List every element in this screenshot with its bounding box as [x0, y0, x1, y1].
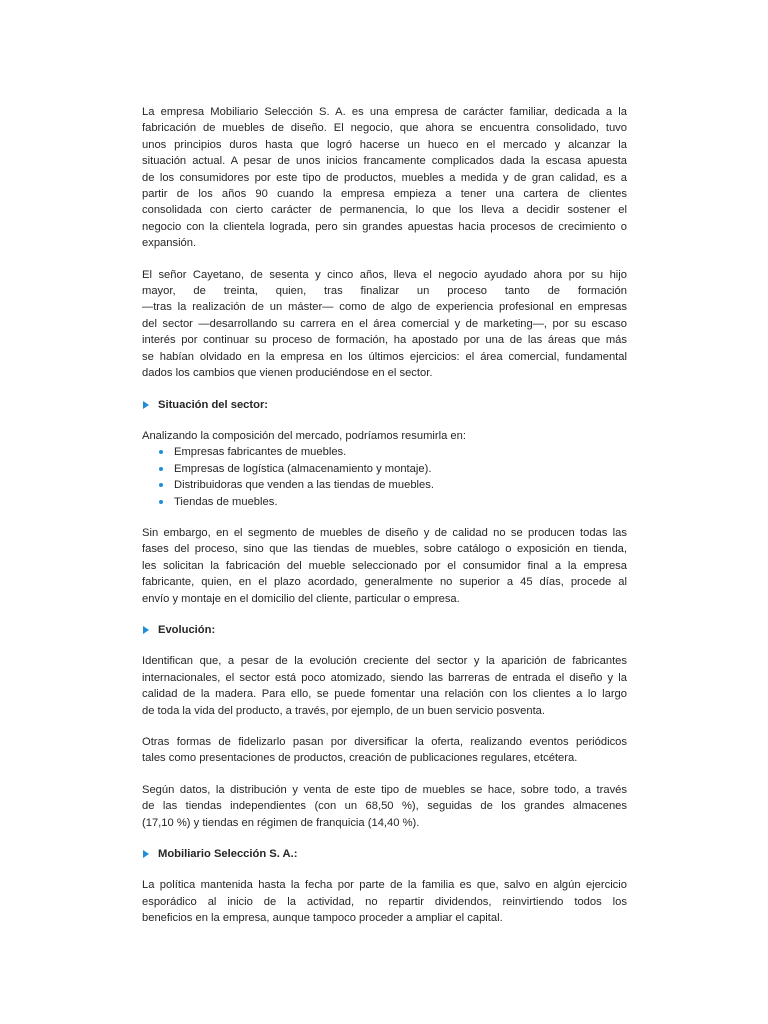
bullet-dot-icon	[159, 483, 163, 487]
text-line: partir de los años 90 cuando la empresa empieza a tener una cartera de clientes	[142, 188, 627, 201]
text-line: beneficios en la empresa, aunque tampoco proceder a ampliar el capital.	[142, 912, 503, 925]
text-line: El señor Cayetano, de sesenta y cinco años, lleva el negocio ayudado ahora por su hijo	[142, 268, 627, 281]
list-item-text: Empresas fabricantes de muebles.	[174, 446, 347, 459]
text-line: expansión.	[142, 237, 197, 250]
text-line: Identifican que, a pesar de la evolución creciente del sector y la aparición de fabricantes	[142, 655, 627, 668]
bullet-list	[142, 444, 627, 510]
text-line: de las tiendas independientes (con un 68,50 %), seguidas de los grandes almacenes	[142, 800, 627, 813]
text-line: negocio con la clientela lograda, pero sin grandes apuestas hacia procesos de crecimiento o	[142, 220, 627, 233]
paragraph-politica	[142, 877, 627, 926]
document-page	[142, 104, 627, 942]
text-line: La empresa Mobiliario Selección S. A. es una empresa de carácter familiar, dedicada a la	[142, 106, 627, 118]
section-heading-mobiliario	[142, 846, 627, 862]
text-line: mayor, de treinta, quien, tras finalizar un proceso tanto de formación	[142, 285, 627, 298]
text-line: consolidada con cierto carácter de permanencia, lo que los lleva a decidir sostener el	[142, 204, 627, 217]
paragraph-evolucion	[142, 653, 627, 719]
triangle-right-icon	[143, 401, 149, 409]
text-line: situación actual. A pesar de unos inicios francamente complicados dada la escasa apuesta	[142, 155, 627, 168]
text-line: unos principios duros hasta que logró hacerse un hueco en el mercado y alcanzar la	[142, 138, 627, 151]
triangle-right-icon	[143, 626, 149, 634]
text-line: fabricación de muebles de diseño. El negocio, que ahora se encuentra consolidado, tuvo	[142, 122, 627, 135]
list-item	[142, 444, 627, 460]
text-line: internacionales, el sector está poco atomizado, siendo las barreras de entrada el diseño y la	[142, 671, 627, 684]
text-line: de toda la vida del producto, a través, por ejemplo, de un buen servicio posventa.	[142, 704, 546, 717]
text-line: se habían olvidado en la empresa en los últimos ejercicios: el área comercial, fundamental	[142, 350, 627, 363]
list-item	[142, 461, 627, 477]
text-line: envío y montaje en el domicilio del cliente, particular o empresa.	[142, 592, 460, 605]
paragraph-distribucion	[142, 782, 627, 831]
section-heading-text: Mobiliario Selección S. A.:	[158, 848, 298, 861]
text-line: fabricante, quien, en el plazo acordado, generalmente no superior a 45 días, procede al	[142, 576, 627, 589]
text-line: La política mantenida hasta la fecha por parte de la familia es que, salvo en algún ejercicio	[142, 879, 627, 892]
triangle-right-icon	[143, 850, 149, 858]
bullet-dot-icon	[159, 450, 163, 454]
text-line: Según datos, la distribución y venta de este tipo de muebles se hace, sobre todo, a través	[142, 783, 627, 796]
paragraph-intro-company	[142, 104, 627, 252]
paragraph-fidelizacion	[142, 734, 627, 767]
text-line: dados los cambios que vienen produciéndose en el sector.	[142, 367, 433, 380]
text-line: —tras la realización de un máster— como de algo de experiencia profesional en empresas	[142, 301, 627, 314]
section-heading-evolucion	[142, 622, 627, 638]
list-item-text: Tiendas de muebles.	[174, 495, 278, 508]
text-line: (17,10 %) y tiendas en régimen de franquicia (14,40 %).	[142, 816, 420, 829]
section-heading-text: Situación del sector:	[158, 398, 269, 411]
text-line: del sector —desarrollando su carrera en el área comercial y de marketing—, por su escaso	[142, 317, 627, 330]
bullet-dot-icon	[159, 467, 163, 471]
text-line: fases del proceso, sino que las tiendas de muebles, sobre catálogo o exposición en tienda,	[142, 543, 627, 556]
text-line: tales como presentaciones de productos, creación de publicaciones regulares, etcétera.	[142, 752, 578, 765]
section-heading-text: Evolución:	[158, 623, 216, 636]
text-line: de los consumidores por este tipo de productos, muebles a medida y de gran calidad, es a	[142, 171, 627, 184]
bullet-dot-icon	[159, 500, 163, 504]
section-heading-situacion	[142, 397, 627, 413]
text-line: esporádico al inicio de la actividad, no repartir dividendos, reinvirtiendo todos los	[142, 895, 627, 908]
text-line: Otras formas de fidelizarlo pasan por diversificar la oferta, realizando eventos periódicos	[142, 736, 627, 748]
paragraph-cayetano	[142, 267, 627, 382]
paragraph-segmento	[142, 525, 627, 607]
list-intro: Analizando la composición del mercado, podríamos resumirla en:	[142, 429, 466, 442]
list-item-text: Empresas de logística (almacenamiento y montaje).	[174, 462, 432, 475]
list-item	[142, 477, 627, 493]
text-line: interés por continuar su proceso de formación, ha apostado por una de las áreas que más	[142, 334, 627, 347]
list-item	[142, 494, 627, 510]
list-item-text: Distribuidoras que venden a las tiendas de muebles.	[174, 479, 434, 492]
text-line: Sin embargo, en el segmento de muebles de diseño y de calidad no se producen todas las	[142, 526, 627, 539]
text-line: les solicitan la fabricación del mueble seleccionado por el consumidor final a la empresa	[142, 559, 627, 572]
text-line: calidad de la madera. Para ello, se puede fomentar una relación con los clientes a lo largo	[142, 688, 627, 701]
